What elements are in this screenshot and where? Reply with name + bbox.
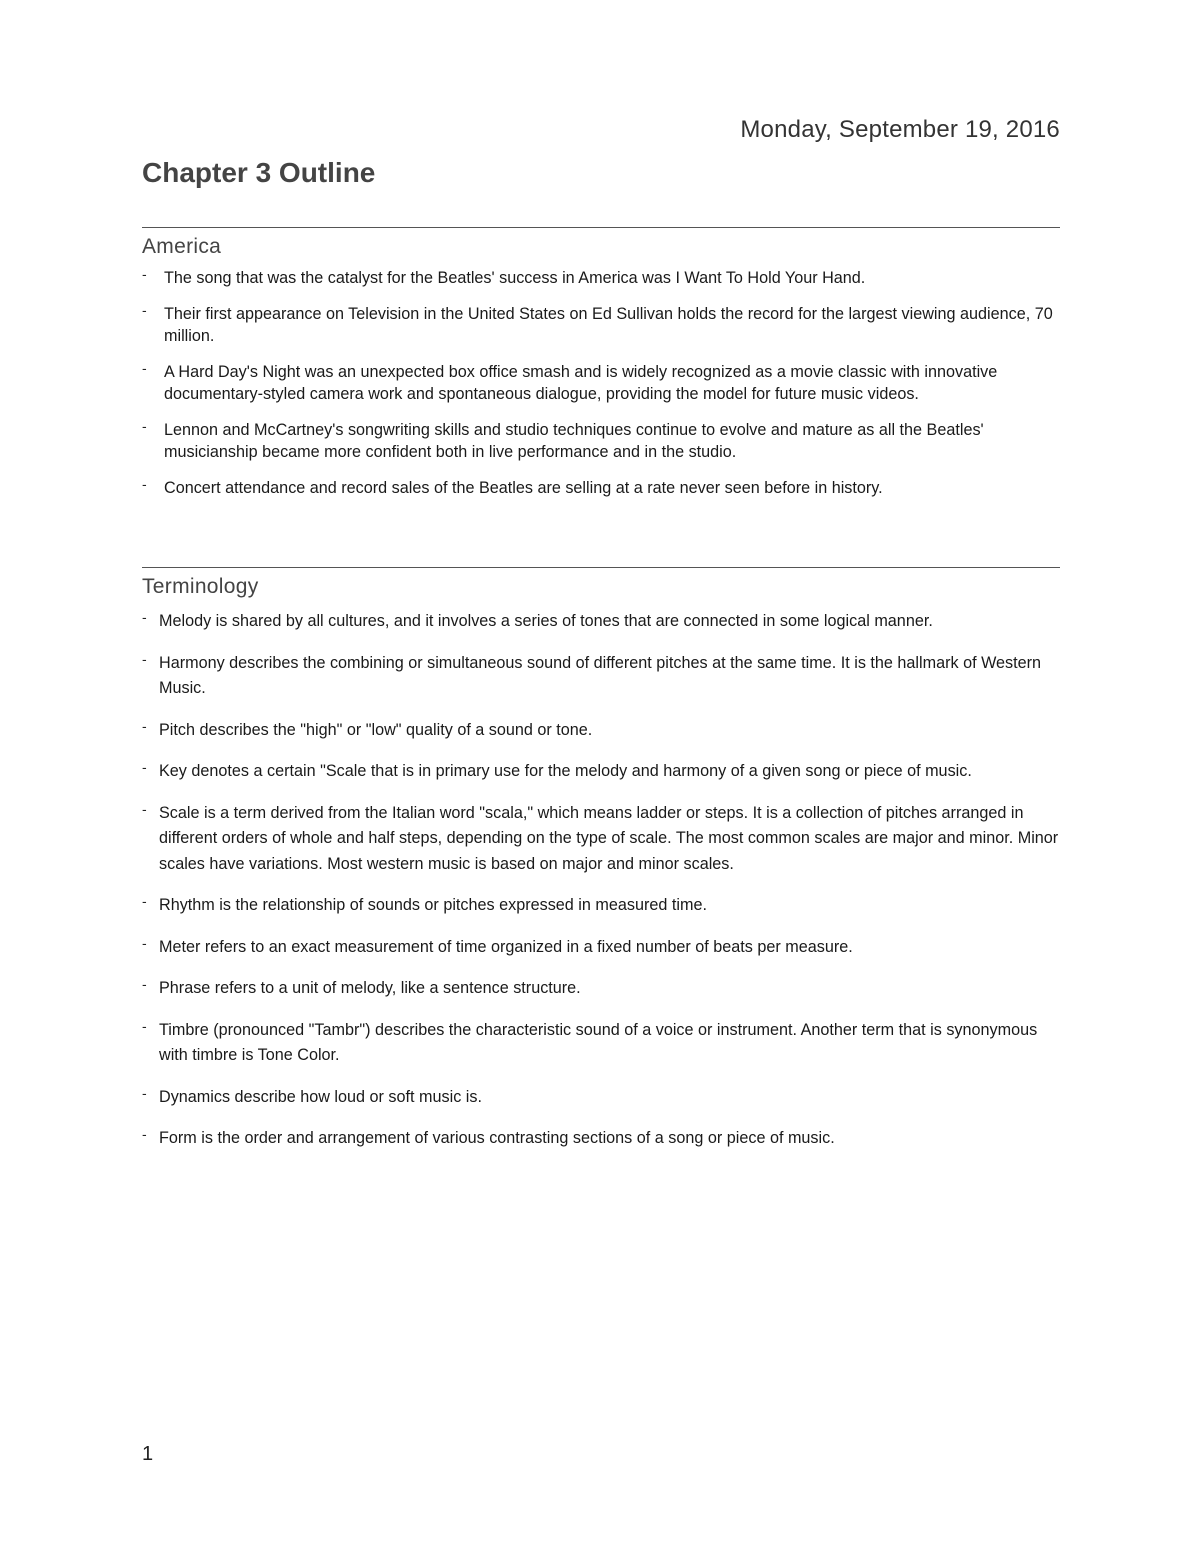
list-item-text: Their first appearance on Television in the United States on Ed Sullivan holds the record for the largest viewing audience, 70 million.	[164, 305, 1053, 345]
list-item	[142, 1085, 1060, 1111]
list-item-text: Phrase refers to a unit of melody, like a sentence structure.	[159, 979, 581, 997]
dash-bullet-icon: -	[142, 266, 147, 282]
list-item	[142, 609, 1060, 635]
dash-bullet-icon: -	[142, 360, 147, 376]
dash-bullet-icon: -	[142, 609, 147, 625]
list-item	[142, 477, 1060, 499]
list-item	[142, 267, 1060, 289]
list-item-text: Harmony describes the combining or simultaneous sound of different pitches at the same time. It is the hallmark of Western Music.	[159, 653, 1042, 697]
list-item	[142, 1018, 1060, 1069]
list-item	[142, 759, 1060, 785]
dash-bullet-icon: -	[142, 800, 147, 817]
dash-bullet-icon: -	[142, 418, 147, 434]
list-item	[142, 651, 1060, 702]
page-number: 1	[142, 1443, 154, 1465]
section-heading-america: America	[142, 235, 222, 258]
list-item-text: Form is the order and arrangement of various contrasting sections of a song or piece of music.	[159, 1129, 835, 1147]
list-item-text: Key denotes a certain "Scale that is in primary use for the melody and harmony of a given song or piece of music.	[159, 762, 972, 780]
list-item	[142, 935, 1060, 961]
list-item	[142, 1126, 1060, 1152]
list-item-text: Pitch describes the "high" or "low" quality of a sound or tone.	[159, 720, 593, 739]
dash-bullet-icon: -	[142, 302, 147, 318]
list-item	[142, 419, 1060, 463]
dash-bullet-icon: -	[142, 476, 147, 492]
dash-bullet-icon: -	[142, 976, 147, 992]
list-item-text: Concert attendance and record sales of the Beatles are selling at a rate never seen before in history.	[164, 479, 883, 497]
dash-bullet-icon: -	[142, 893, 147, 909]
america-bullet-list	[142, 267, 1060, 499]
list-item-text: Lennon and McCartney's songwriting skills and studio techniques continue to evolve and mature as all the Beatles' musicianship became more confident both in live performance and in the studio.	[164, 421, 984, 461]
list-item-text: The song that was the catalyst for the Beatles' success in America was I Want To Hold Your Hand.	[164, 269, 866, 287]
dash-bullet-icon: -	[142, 717, 147, 734]
list-item	[142, 303, 1060, 347]
list-item	[142, 801, 1060, 878]
list-item-text: A Hard Day's Night was an unexpected box office smash and is widely recognized as a movie classic with innovative documentary-styled camera work and spontaneous dialogue, providing the model for future music videos.	[164, 363, 998, 403]
list-item	[142, 976, 1060, 1002]
list-item-text: Rhythm is the relationship of sounds or pitches expressed in measured time.	[159, 896, 707, 914]
page-title: Chapter 3 Outline	[142, 157, 376, 188]
dash-bullet-icon: -	[142, 759, 147, 775]
list-item-text: Dynamics describe how loud or soft music is.	[159, 1087, 482, 1106]
dash-bullet-icon: -	[142, 1017, 147, 1034]
list-item-text: Timbre (pronounced "Tambr") describes the characteristic sound of a voice or instrument. Another term that is synonymous with timbre is Tone Color.	[159, 1020, 1038, 1064]
document-date: Monday, September 19, 2016	[740, 116, 1060, 143]
dash-bullet-icon: -	[142, 1126, 147, 1142]
list-item	[142, 361, 1060, 405]
section-heading-terminology: Terminology	[142, 575, 259, 598]
list-item-text: Melody is shared by all cultures, and it involves a series of tones that are connected in some logical manner.	[159, 612, 933, 630]
dash-bullet-icon: -	[142, 934, 147, 951]
list-item	[142, 893, 1060, 919]
terminology-bullet-list	[142, 609, 1060, 1152]
section-terminology	[142, 567, 1060, 1168]
section-america	[142, 227, 1060, 513]
list-item-text: Meter refers to an exact measurement of time organized in a fixed number of beats per measure.	[159, 937, 853, 956]
list-item-text: Scale is a term derived from the Italian word "scala," which means ladder or steps. It is a collection of pitches arranged in different orders of whole and half steps, depending on the type of scale. The most common scales are major and minor. Minor scales have variations. Most western music is based on major and minor scales.	[159, 803, 1059, 873]
dash-bullet-icon: -	[142, 650, 147, 667]
dash-bullet-icon: -	[142, 1084, 147, 1101]
list-item	[142, 718, 1060, 744]
